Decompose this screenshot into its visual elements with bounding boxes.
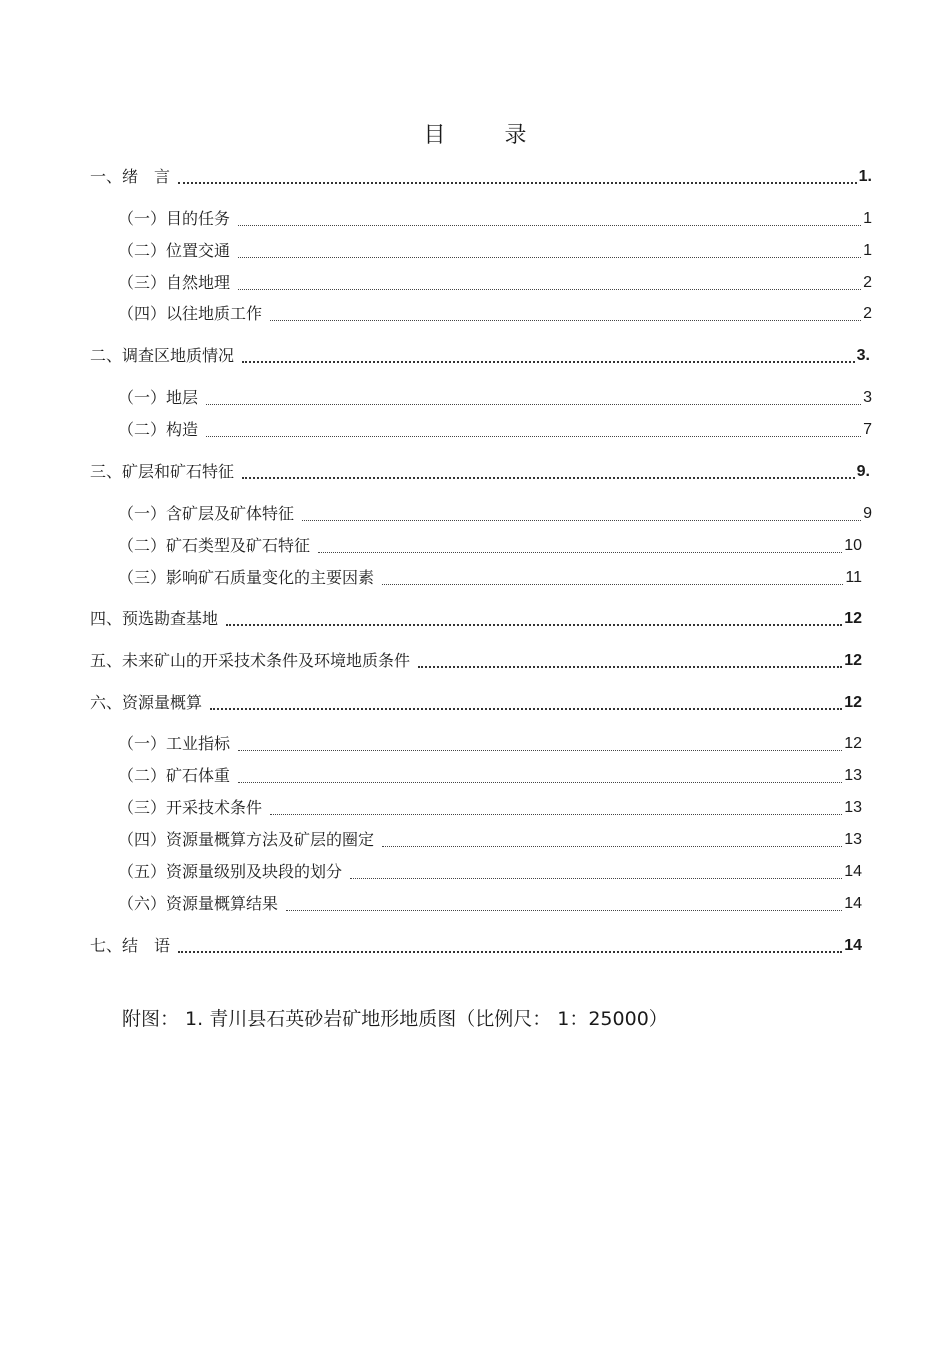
toc-entry-estimation-method[interactable] [118, 829, 862, 851]
toc-label: （五）资源量级别及块段的划分 [118, 862, 343, 881]
toc-label: 五、未来矿山的开采技术条件及环境地质条件 [90, 651, 411, 670]
toc-label: （二）构造 [118, 420, 199, 439]
dot-leader [206, 404, 861, 405]
toc-page-number: 14 [844, 937, 862, 954]
toc-page-number: 9. [856, 463, 870, 480]
dot-leader [238, 289, 861, 290]
toc-label: （三）开采技术条件 [118, 798, 263, 817]
toc-label: 六、资源量概算 [90, 693, 203, 712]
toc-label: （四）资源量概算方法及矿层的圈定 [118, 830, 375, 849]
dot-leader [242, 361, 855, 363]
dot-leader [178, 951, 842, 953]
dot-leader [226, 624, 842, 626]
dot-leader [178, 182, 857, 184]
toc-entry-resource-estimate[interactable] [90, 692, 862, 714]
toc-label: （二）位置交通 [118, 241, 231, 260]
toc-label: （四）以往地质工作 [118, 304, 263, 323]
appendix-figure-note: 附图： 1. 青川县石英砂岩矿地形地质图（比例尺： 1：25000） [122, 1008, 668, 1030]
toc-page-number: 1 [863, 242, 872, 259]
toc-page-number: 12 [844, 735, 862, 752]
toc-entry-geography[interactable] [118, 272, 872, 294]
toc-entry-estimation-results[interactable] [118, 893, 862, 915]
toc-page-number: 13 [844, 831, 862, 848]
toc-entry-quality-factors[interactable] [118, 567, 862, 589]
dot-leader [242, 477, 855, 479]
toc-page-number: 1. [858, 168, 872, 185]
toc-label: 七、结 语 [90, 936, 171, 955]
toc-page-number: 12 [844, 694, 862, 711]
toc-label: （二）矿石类型及矿石特征 [118, 536, 311, 555]
toc-entry-geology[interactable] [90, 345, 870, 367]
toc-page-number: 2 [863, 305, 872, 322]
dot-leader [286, 910, 842, 911]
dot-leader [350, 878, 842, 879]
toc-page-number: 12 [844, 652, 862, 669]
toc-page-number: 14 [844, 895, 862, 912]
toc-entry-exploration-base[interactable] [90, 608, 862, 630]
dot-leader [270, 320, 861, 321]
toc-label: 四、预选勘查基地 [90, 609, 219, 628]
toc-page-number: 10 [844, 537, 862, 554]
toc-label: 三、矿层和矿石特征 [90, 462, 235, 481]
toc-entry-conclusion[interactable] [90, 935, 862, 957]
toc-entry-location[interactable] [118, 240, 872, 262]
toc-entry-ore-features[interactable] [90, 461, 870, 483]
toc-label: （六）资源量概算结果 [118, 894, 279, 913]
dot-leader [270, 814, 842, 815]
toc-page-number: 14 [844, 863, 862, 880]
toc-entry-industrial-index[interactable] [118, 733, 862, 755]
toc-entry-ore-types[interactable] [118, 535, 862, 557]
dot-leader [238, 782, 842, 783]
toc-page-number: 13 [844, 799, 862, 816]
toc-label: （三）影响矿石质量变化的主要因素 [118, 568, 375, 587]
toc-page-number: 7 [863, 421, 872, 438]
toc-label: （一）工业指标 [118, 734, 231, 753]
toc-page-number: 3. [856, 347, 870, 364]
toc-entry-resource-classes[interactable] [118, 861, 862, 883]
toc-label: （一）含矿层及矿体特征 [118, 504, 295, 523]
toc-entry-mining-conditions[interactable] [90, 650, 862, 672]
toc-page-number: 9 [863, 505, 872, 522]
dot-leader [382, 846, 842, 847]
toc-entry-orebody[interactable] [118, 503, 872, 525]
toc-page-number: 2 [863, 274, 872, 291]
dot-leader [238, 225, 861, 226]
toc-entry-strata[interactable] [118, 387, 872, 409]
toc-label: 二、调查区地质情况 [90, 346, 235, 365]
dot-leader [206, 436, 861, 437]
toc-page-number: 12 [844, 610, 862, 627]
toc-entry-mining-technique[interactable] [118, 797, 862, 819]
dot-leader [418, 666, 842, 668]
toc-entry-ore-density[interactable] [118, 765, 862, 787]
toc-label: （一）目的任务 [118, 209, 231, 228]
toc-entry-introduction[interactable] [90, 166, 872, 188]
toc-label: 一、绪 言 [90, 167, 171, 186]
toc-label: （一）地层 [118, 388, 199, 407]
toc-page-number: 3 [863, 389, 872, 406]
dot-leader [382, 584, 843, 585]
toc-entry-previous-work[interactable] [118, 303, 872, 325]
dot-leader [238, 750, 842, 751]
dot-leader [238, 257, 861, 258]
dot-leader [210, 708, 842, 710]
dot-leader [318, 552, 842, 553]
toc-page-number: 11 [845, 569, 862, 586]
dot-leader [302, 520, 861, 521]
toc-label: （三）自然地理 [118, 273, 231, 292]
toc-page-number: 1 [863, 210, 872, 227]
toc-entry-structure[interactable] [118, 419, 872, 441]
page-title: 目 录 [423, 123, 553, 148]
toc-page-number: 13 [844, 767, 862, 784]
toc-label: （二）矿石体重 [118, 766, 231, 785]
toc-entry-tasks[interactable] [118, 208, 872, 230]
